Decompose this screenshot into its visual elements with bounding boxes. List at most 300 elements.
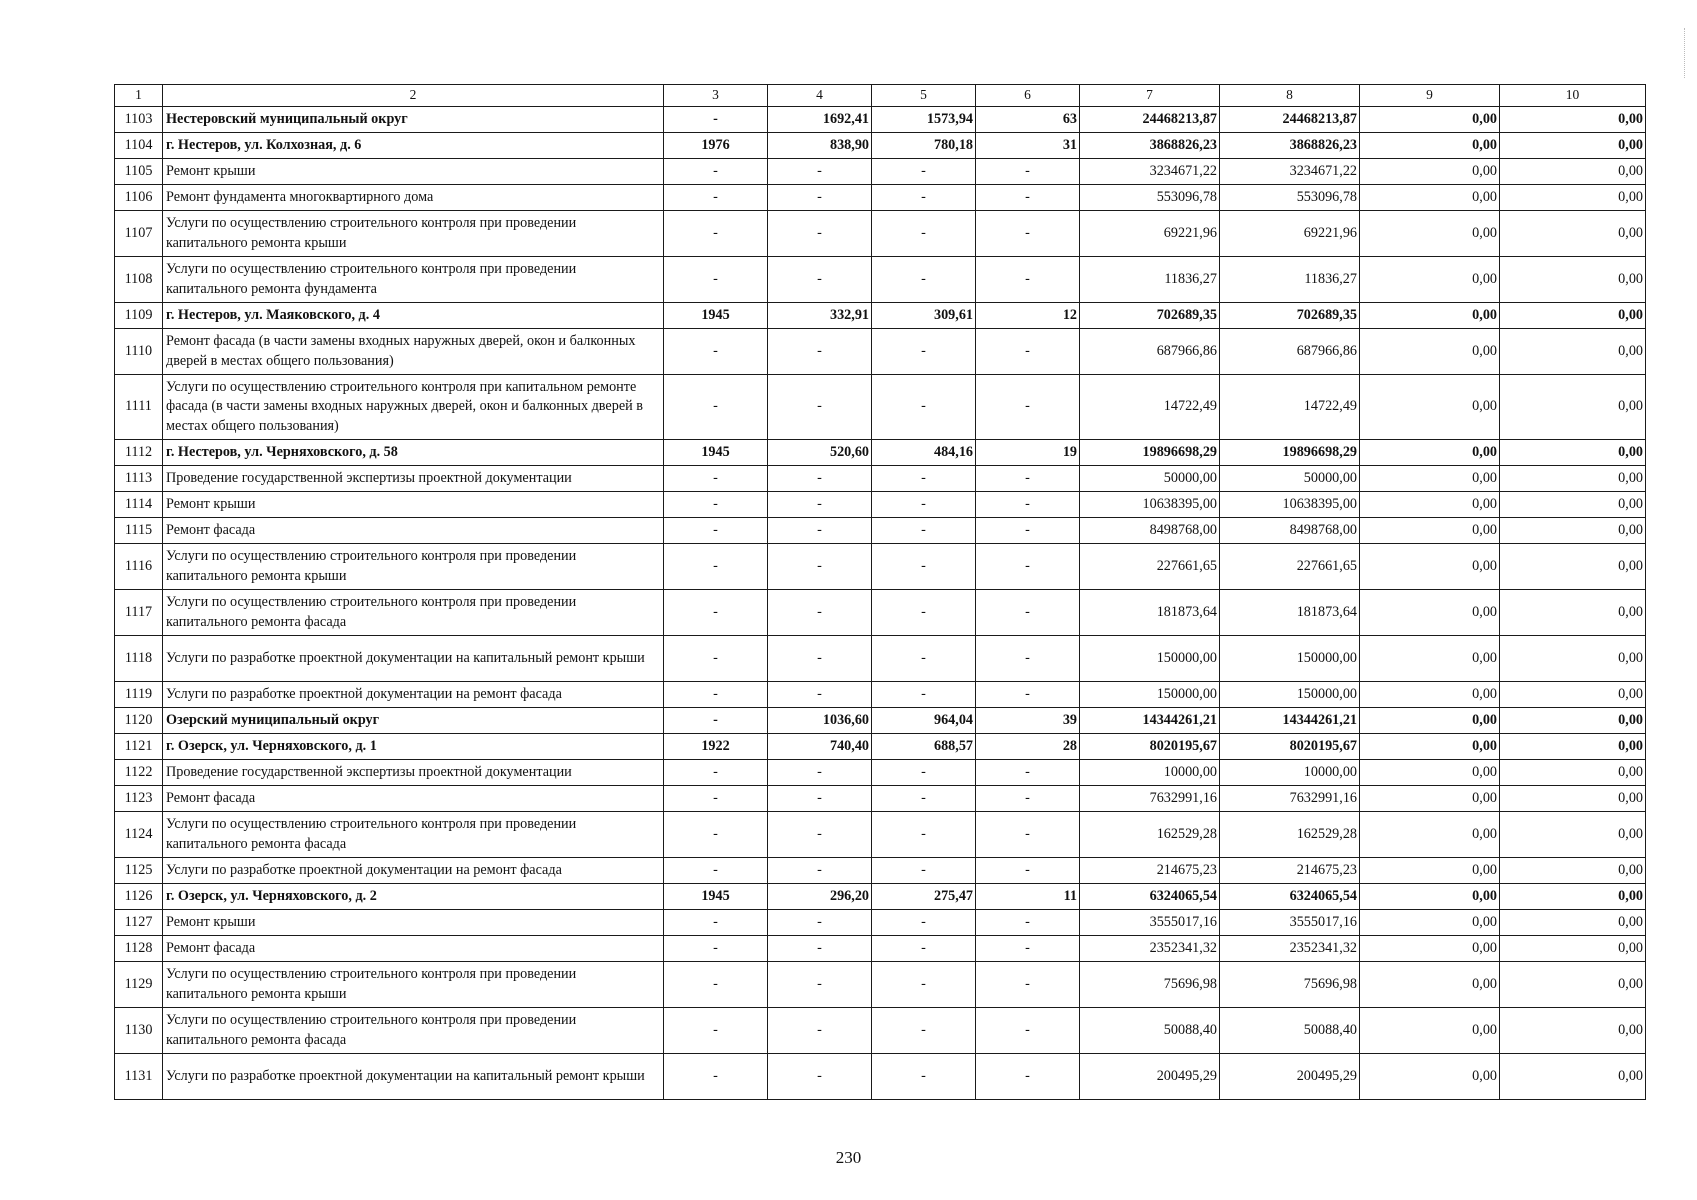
col8-cell: 3868826,23 bbox=[1220, 133, 1360, 159]
col5-cell: - bbox=[872, 786, 976, 812]
col6-cell: - bbox=[976, 159, 1080, 185]
item-name-cell: Услуги по осуществлению строительного контроля при проведении капитального ремонта фасада bbox=[163, 1008, 664, 1054]
col10-cell: 0,00 bbox=[1500, 107, 1646, 133]
item-name-cell: Услуги по разработке проектной документации на капитальный ремонт крыши bbox=[163, 636, 664, 682]
row-number-cell: 1108 bbox=[115, 257, 163, 303]
col8-cell: 75696,98 bbox=[1220, 962, 1360, 1008]
year-cell: 1976 bbox=[664, 133, 768, 159]
col5-cell: 688,57 bbox=[872, 734, 976, 760]
col4-cell: - bbox=[768, 329, 872, 375]
row-number-cell: 1115 bbox=[115, 518, 163, 544]
col5-cell: - bbox=[872, 812, 976, 858]
column-header: 10 bbox=[1500, 85, 1646, 107]
item-name-cell: Проведение государственной экспертизы проектной документации bbox=[163, 466, 664, 492]
item-name-cell: Услуги по осуществлению строительного контроля при проведении капитального ремонта фасада bbox=[163, 590, 664, 636]
col9-cell: 0,00 bbox=[1360, 962, 1500, 1008]
col8-cell: 24468213,87 bbox=[1220, 107, 1360, 133]
table-row bbox=[115, 107, 1646, 133]
table-row bbox=[115, 884, 1646, 910]
col4-cell: 1692,41 bbox=[768, 107, 872, 133]
col4-cell: - bbox=[768, 910, 872, 936]
row-number-cell: 1124 bbox=[115, 812, 163, 858]
item-name-cell: г. Озерск, ул. Черняховского, д. 2 bbox=[163, 884, 664, 910]
col7-cell: 50088,40 bbox=[1080, 1008, 1220, 1054]
item-name-cell: Ремонт крыши bbox=[163, 492, 664, 518]
col6-cell: - bbox=[976, 211, 1080, 257]
col4-cell: - bbox=[768, 518, 872, 544]
table-row bbox=[115, 518, 1646, 544]
col5-cell: - bbox=[872, 257, 976, 303]
col10-cell: 0,00 bbox=[1500, 329, 1646, 375]
col4-cell: - bbox=[768, 159, 872, 185]
col10-cell: 0,00 bbox=[1500, 492, 1646, 518]
col5-cell: 1573,94 bbox=[872, 107, 976, 133]
item-name-cell: Нестеровский муниципальный округ bbox=[163, 107, 664, 133]
table-row bbox=[115, 257, 1646, 303]
row-number-cell: 1123 bbox=[115, 786, 163, 812]
year-cell: - bbox=[664, 910, 768, 936]
col6-cell: - bbox=[976, 682, 1080, 708]
col7-cell: 150000,00 bbox=[1080, 636, 1220, 682]
year-cell: - bbox=[664, 107, 768, 133]
col8-cell: 227661,65 bbox=[1220, 544, 1360, 590]
table-row bbox=[115, 786, 1646, 812]
col4-cell: - bbox=[768, 257, 872, 303]
col9-cell: 0,00 bbox=[1360, 936, 1500, 962]
col8-cell: 6324065,54 bbox=[1220, 884, 1360, 910]
year-cell: - bbox=[664, 466, 768, 492]
col10-cell: 0,00 bbox=[1500, 133, 1646, 159]
row-number-cell: 1113 bbox=[115, 466, 163, 492]
col5-cell: - bbox=[872, 858, 976, 884]
col10-cell: 0,00 bbox=[1500, 636, 1646, 682]
col9-cell: 0,00 bbox=[1360, 544, 1500, 590]
col10-cell: 0,00 bbox=[1500, 440, 1646, 466]
column-header: 1 bbox=[115, 85, 163, 107]
table-row bbox=[115, 682, 1646, 708]
row-number-cell: 1119 bbox=[115, 682, 163, 708]
year-cell: - bbox=[664, 544, 768, 590]
col4-cell: 740,40 bbox=[768, 734, 872, 760]
col8-cell: 702689,35 bbox=[1220, 303, 1360, 329]
year-cell: - bbox=[664, 1008, 768, 1054]
col5-cell: - bbox=[872, 518, 976, 544]
col8-cell: 7632991,16 bbox=[1220, 786, 1360, 812]
year-cell: - bbox=[664, 159, 768, 185]
col10-cell: 0,00 bbox=[1500, 185, 1646, 211]
table-row bbox=[115, 1008, 1646, 1054]
col7-cell: 19896698,29 bbox=[1080, 440, 1220, 466]
col8-cell: 162529,28 bbox=[1220, 812, 1360, 858]
row-number-cell: 1120 bbox=[115, 708, 163, 734]
col4-cell: 332,91 bbox=[768, 303, 872, 329]
item-name-cell: Услуги по осуществлению строительного контроля при проведении капитального ремонта фундамента bbox=[163, 257, 664, 303]
col6-cell: - bbox=[976, 858, 1080, 884]
item-name-cell: Ремонт фасада bbox=[163, 936, 664, 962]
col10-cell: 0,00 bbox=[1500, 518, 1646, 544]
col8-cell: 50088,40 bbox=[1220, 1008, 1360, 1054]
item-name-cell: Ремонт крыши bbox=[163, 910, 664, 936]
col4-cell: - bbox=[768, 375, 872, 440]
col7-cell: 8498768,00 bbox=[1080, 518, 1220, 544]
col6-cell: - bbox=[976, 936, 1080, 962]
column-header: 5 bbox=[872, 85, 976, 107]
col6-cell: - bbox=[976, 257, 1080, 303]
col10-cell: 0,00 bbox=[1500, 682, 1646, 708]
col9-cell: 0,00 bbox=[1360, 159, 1500, 185]
col9-cell: 0,00 bbox=[1360, 185, 1500, 211]
table-row bbox=[115, 962, 1646, 1008]
col5-cell: 484,16 bbox=[872, 440, 976, 466]
scan-edge-mark bbox=[1684, 28, 1687, 78]
table-row bbox=[115, 812, 1646, 858]
col9-cell: 0,00 bbox=[1360, 107, 1500, 133]
row-number-cell: 1109 bbox=[115, 303, 163, 329]
col9-cell: 0,00 bbox=[1360, 760, 1500, 786]
year-cell: - bbox=[664, 375, 768, 440]
row-number-cell: 1121 bbox=[115, 734, 163, 760]
column-header: 3 bbox=[664, 85, 768, 107]
col8-cell: 10000,00 bbox=[1220, 760, 1360, 786]
item-name-cell: Услуги по осуществлению строительного контроля при капитальном ремонте фасада (в части замены входных наружных дверей, окон и балконных дверей в местах общего пользования) bbox=[163, 375, 664, 440]
table-row bbox=[115, 1054, 1646, 1100]
col9-cell: 0,00 bbox=[1360, 257, 1500, 303]
col10-cell: 0,00 bbox=[1500, 734, 1646, 760]
page-number: 230 bbox=[835, 1148, 862, 1167]
col7-cell: 214675,23 bbox=[1080, 858, 1220, 884]
col7-cell: 3868826,23 bbox=[1080, 133, 1220, 159]
row-number-cell: 1122 bbox=[115, 760, 163, 786]
col5-cell: - bbox=[872, 544, 976, 590]
col4-cell: - bbox=[768, 185, 872, 211]
col9-cell: 0,00 bbox=[1360, 590, 1500, 636]
col10-cell: 0,00 bbox=[1500, 708, 1646, 734]
col9-cell: 0,00 bbox=[1360, 682, 1500, 708]
col6-cell: - bbox=[976, 590, 1080, 636]
row-number-cell: 1104 bbox=[115, 133, 163, 159]
col7-cell: 227661,65 bbox=[1080, 544, 1220, 590]
col8-cell: 150000,00 bbox=[1220, 636, 1360, 682]
row-number-cell: 1130 bbox=[115, 1008, 163, 1054]
col4-cell: - bbox=[768, 812, 872, 858]
col8-cell: 11836,27 bbox=[1220, 257, 1360, 303]
col4-cell: - bbox=[768, 786, 872, 812]
table-row bbox=[115, 185, 1646, 211]
row-number-cell: 1105 bbox=[115, 159, 163, 185]
item-name-cell: Услуги по разработке проектной документации на капитальный ремонт крыши bbox=[163, 1054, 664, 1100]
col8-cell: 8020195,67 bbox=[1220, 734, 1360, 760]
col8-cell: 150000,00 bbox=[1220, 682, 1360, 708]
col8-cell: 3234671,22 bbox=[1220, 159, 1360, 185]
col7-cell: 181873,64 bbox=[1080, 590, 1220, 636]
col4-cell: 838,90 bbox=[768, 133, 872, 159]
table-row bbox=[115, 708, 1646, 734]
col7-cell: 702689,35 bbox=[1080, 303, 1220, 329]
col6-cell: - bbox=[976, 786, 1080, 812]
col9-cell: 0,00 bbox=[1360, 708, 1500, 734]
col10-cell: 0,00 bbox=[1500, 590, 1646, 636]
row-number-cell: 1106 bbox=[115, 185, 163, 211]
col7-cell: 10000,00 bbox=[1080, 760, 1220, 786]
col5-cell: - bbox=[872, 1008, 976, 1054]
table-row bbox=[115, 492, 1646, 518]
year-cell: - bbox=[664, 812, 768, 858]
col5-cell: - bbox=[872, 466, 976, 492]
col10-cell: 0,00 bbox=[1500, 159, 1646, 185]
col5-cell: - bbox=[872, 936, 976, 962]
year-cell: - bbox=[664, 1054, 768, 1100]
col5-cell: - bbox=[872, 375, 976, 440]
col5-cell: - bbox=[872, 185, 976, 211]
col10-cell: 0,00 bbox=[1500, 812, 1646, 858]
column-header: 4 bbox=[768, 85, 872, 107]
row-number-cell: 1116 bbox=[115, 544, 163, 590]
col6-cell: 12 bbox=[976, 303, 1080, 329]
row-number-cell: 1125 bbox=[115, 858, 163, 884]
col8-cell: 553096,78 bbox=[1220, 185, 1360, 211]
col5-cell: - bbox=[872, 760, 976, 786]
table-row bbox=[115, 466, 1646, 492]
col9-cell: 0,00 bbox=[1360, 492, 1500, 518]
col4-cell: - bbox=[768, 466, 872, 492]
year-cell: - bbox=[664, 257, 768, 303]
col7-cell: 14722,49 bbox=[1080, 375, 1220, 440]
col10-cell: 0,00 bbox=[1500, 375, 1646, 440]
item-name-cell: г. Нестеров, ул. Маяковского, д. 4 bbox=[163, 303, 664, 329]
col6-cell: - bbox=[976, 1054, 1080, 1100]
table-row bbox=[115, 734, 1646, 760]
col8-cell: 19896698,29 bbox=[1220, 440, 1360, 466]
table-row bbox=[115, 375, 1646, 440]
year-cell: - bbox=[664, 518, 768, 544]
table-row bbox=[115, 211, 1646, 257]
table-row bbox=[115, 544, 1646, 590]
col6-cell: - bbox=[976, 492, 1080, 518]
col4-cell: 1036,60 bbox=[768, 708, 872, 734]
year-cell: - bbox=[664, 962, 768, 1008]
col5-cell: - bbox=[872, 211, 976, 257]
col7-cell: 14344261,21 bbox=[1080, 708, 1220, 734]
col7-cell: 553096,78 bbox=[1080, 185, 1220, 211]
col6-cell: - bbox=[976, 518, 1080, 544]
col6-cell: 19 bbox=[976, 440, 1080, 466]
row-number-cell: 1118 bbox=[115, 636, 163, 682]
col9-cell: 0,00 bbox=[1360, 1008, 1500, 1054]
item-name-cell: Ремонт фундамента многоквартирного дома bbox=[163, 185, 664, 211]
col7-cell: 24468213,87 bbox=[1080, 107, 1220, 133]
col9-cell: 0,00 bbox=[1360, 440, 1500, 466]
col9-cell: 0,00 bbox=[1360, 858, 1500, 884]
col6-cell: 39 bbox=[976, 708, 1080, 734]
col4-cell: - bbox=[768, 590, 872, 636]
col8-cell: 200495,29 bbox=[1220, 1054, 1360, 1100]
col5-cell: - bbox=[872, 492, 976, 518]
col6-cell: 28 bbox=[976, 734, 1080, 760]
col5-cell: - bbox=[872, 636, 976, 682]
col9-cell: 0,00 bbox=[1360, 518, 1500, 544]
col9-cell: 0,00 bbox=[1360, 910, 1500, 936]
row-number-cell: 1131 bbox=[115, 1054, 163, 1100]
col4-cell: - bbox=[768, 1054, 872, 1100]
col7-cell: 75696,98 bbox=[1080, 962, 1220, 1008]
col6-cell: 11 bbox=[976, 884, 1080, 910]
row-number-cell: 1112 bbox=[115, 440, 163, 466]
col7-cell: 50000,00 bbox=[1080, 466, 1220, 492]
col4-cell: - bbox=[768, 492, 872, 518]
table-body bbox=[115, 85, 1646, 1100]
register-table bbox=[114, 84, 1646, 1100]
col4-cell: - bbox=[768, 1008, 872, 1054]
col9-cell: 0,00 bbox=[1360, 133, 1500, 159]
table-row bbox=[115, 760, 1646, 786]
col5-cell: 780,18 bbox=[872, 133, 976, 159]
col6-cell: 31 bbox=[976, 133, 1080, 159]
col5-cell: 309,61 bbox=[872, 303, 976, 329]
item-name-cell: Ремонт фасада bbox=[163, 786, 664, 812]
table-row bbox=[115, 858, 1646, 884]
col4-cell: - bbox=[768, 936, 872, 962]
col6-cell: - bbox=[976, 910, 1080, 936]
col10-cell: 0,00 bbox=[1500, 786, 1646, 812]
col9-cell: 0,00 bbox=[1360, 786, 1500, 812]
item-name-cell: Услуги по осуществлению строительного контроля при проведении капитального ремонта фасада bbox=[163, 812, 664, 858]
item-name-cell: Услуги по разработке проектной документации на ремонт фасада bbox=[163, 682, 664, 708]
col10-cell: 0,00 bbox=[1500, 544, 1646, 590]
year-cell: - bbox=[664, 786, 768, 812]
col7-cell: 162529,28 bbox=[1080, 812, 1220, 858]
col8-cell: 8498768,00 bbox=[1220, 518, 1360, 544]
item-name-cell: Ремонт крыши bbox=[163, 159, 664, 185]
column-header: 9 bbox=[1360, 85, 1500, 107]
item-name-cell: г. Нестеров, ул. Колхозная, д. 6 bbox=[163, 133, 664, 159]
item-name-cell: Услуги по осуществлению строительного контроля при проведении капитального ремонта крыши bbox=[163, 211, 664, 257]
col8-cell: 181873,64 bbox=[1220, 590, 1360, 636]
year-cell: - bbox=[664, 492, 768, 518]
col10-cell: 0,00 bbox=[1500, 257, 1646, 303]
table-row bbox=[115, 590, 1646, 636]
column-header: 8 bbox=[1220, 85, 1360, 107]
col9-cell: 0,00 bbox=[1360, 303, 1500, 329]
table-row bbox=[115, 303, 1646, 329]
col7-cell: 6324065,54 bbox=[1080, 884, 1220, 910]
column-header: 2 bbox=[163, 85, 664, 107]
year-cell: - bbox=[664, 211, 768, 257]
item-name-cell: Услуги по осуществлению строительного контроля при проведении капитального ремонта крыши bbox=[163, 962, 664, 1008]
column-header: 7 bbox=[1080, 85, 1220, 107]
year-cell: 1945 bbox=[664, 884, 768, 910]
year-cell: - bbox=[664, 708, 768, 734]
row-number-cell: 1111 bbox=[115, 375, 163, 440]
row-number-cell: 1127 bbox=[115, 910, 163, 936]
col6-cell: - bbox=[976, 544, 1080, 590]
col6-cell: - bbox=[976, 185, 1080, 211]
col8-cell: 3555017,16 bbox=[1220, 910, 1360, 936]
table-row bbox=[115, 936, 1646, 962]
col10-cell: 0,00 bbox=[1500, 936, 1646, 962]
col10-cell: 0,00 bbox=[1500, 760, 1646, 786]
year-cell: 1922 bbox=[664, 734, 768, 760]
col10-cell: 0,00 bbox=[1500, 1008, 1646, 1054]
col6-cell: - bbox=[976, 375, 1080, 440]
col4-cell: - bbox=[768, 760, 872, 786]
col9-cell: 0,00 bbox=[1360, 329, 1500, 375]
col8-cell: 10638395,00 bbox=[1220, 492, 1360, 518]
column-header: 6 bbox=[976, 85, 1080, 107]
col7-cell: 69221,96 bbox=[1080, 211, 1220, 257]
col4-cell: 520,60 bbox=[768, 440, 872, 466]
item-name-cell: Озерский муниципальный округ bbox=[163, 708, 664, 734]
col4-cell: 296,20 bbox=[768, 884, 872, 910]
table-row bbox=[115, 440, 1646, 466]
year-cell: - bbox=[664, 936, 768, 962]
col9-cell: 0,00 bbox=[1360, 734, 1500, 760]
col8-cell: 50000,00 bbox=[1220, 466, 1360, 492]
col4-cell: - bbox=[768, 682, 872, 708]
col4-cell: - bbox=[768, 544, 872, 590]
item-name-cell: Ремонт фасада bbox=[163, 518, 664, 544]
col8-cell: 14344261,21 bbox=[1220, 708, 1360, 734]
col9-cell: 0,00 bbox=[1360, 375, 1500, 440]
col7-cell: 7632991,16 bbox=[1080, 786, 1220, 812]
col6-cell: - bbox=[976, 329, 1080, 375]
year-cell: - bbox=[664, 590, 768, 636]
col6-cell: - bbox=[976, 466, 1080, 492]
col7-cell: 200495,29 bbox=[1080, 1054, 1220, 1100]
col4-cell: - bbox=[768, 858, 872, 884]
item-name-cell: Проведение государственной экспертизы проектной документации bbox=[163, 760, 664, 786]
item-name-cell: г. Озерск, ул. Черняховского, д. 1 bbox=[163, 734, 664, 760]
col5-cell: - bbox=[872, 1054, 976, 1100]
col8-cell: 69221,96 bbox=[1220, 211, 1360, 257]
row-number-cell: 1110 bbox=[115, 329, 163, 375]
col8-cell: 214675,23 bbox=[1220, 858, 1360, 884]
row-number-cell: 1128 bbox=[115, 936, 163, 962]
col9-cell: 0,00 bbox=[1360, 812, 1500, 858]
item-name-cell: Услуги по осуществлению строительного контроля при проведении капитального ремонта крыши bbox=[163, 544, 664, 590]
col6-cell: - bbox=[976, 962, 1080, 1008]
row-number-cell: 1126 bbox=[115, 884, 163, 910]
col10-cell: 0,00 bbox=[1500, 962, 1646, 1008]
col5-cell: - bbox=[872, 910, 976, 936]
col6-cell: - bbox=[976, 1008, 1080, 1054]
col5-cell: - bbox=[872, 962, 976, 1008]
col10-cell: 0,00 bbox=[1500, 466, 1646, 492]
item-name-cell: Услуги по разработке проектной документации на ремонт фасада bbox=[163, 858, 664, 884]
col7-cell: 3555017,16 bbox=[1080, 910, 1220, 936]
col8-cell: 14722,49 bbox=[1220, 375, 1360, 440]
col8-cell: 2352341,32 bbox=[1220, 936, 1360, 962]
year-cell: - bbox=[664, 636, 768, 682]
col7-cell: 2352341,32 bbox=[1080, 936, 1220, 962]
year-cell: 1945 bbox=[664, 303, 768, 329]
table-row bbox=[115, 910, 1646, 936]
col10-cell: 0,00 bbox=[1500, 858, 1646, 884]
col9-cell: 0,00 bbox=[1360, 884, 1500, 910]
year-cell: - bbox=[664, 682, 768, 708]
col7-cell: 8020195,67 bbox=[1080, 734, 1220, 760]
col10-cell: 0,00 bbox=[1500, 1054, 1646, 1100]
year-cell: - bbox=[664, 858, 768, 884]
col10-cell: 0,00 bbox=[1500, 884, 1646, 910]
col6-cell: - bbox=[976, 812, 1080, 858]
col6-cell: 63 bbox=[976, 107, 1080, 133]
col10-cell: 0,00 bbox=[1500, 910, 1646, 936]
col8-cell: 687966,86 bbox=[1220, 329, 1360, 375]
col9-cell: 0,00 bbox=[1360, 636, 1500, 682]
col5-cell: 964,04 bbox=[872, 708, 976, 734]
table-row bbox=[115, 636, 1646, 682]
year-cell: - bbox=[664, 760, 768, 786]
